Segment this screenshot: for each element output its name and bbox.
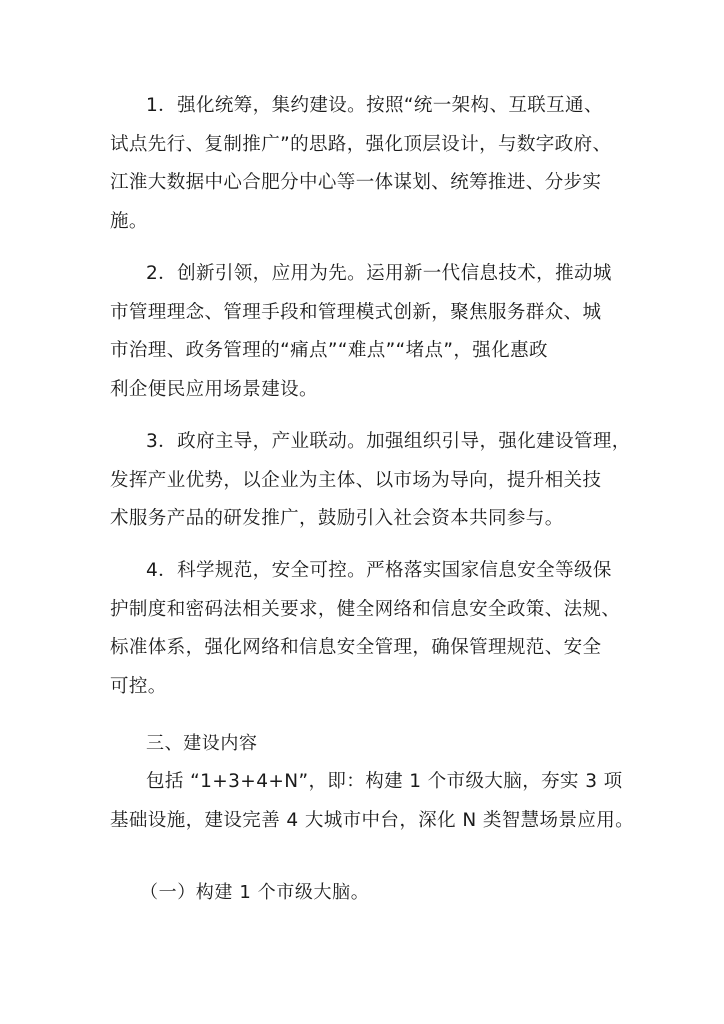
- content-paragraph: [110, 763, 635, 840]
- paragraph-line: 4．科学规范，安全可控。严格落实国家信息安全等级保: [146, 560, 612, 581]
- principle-paragraph-3: [110, 423, 631, 539]
- paragraph-line: 术服务产品的研发推广，鼓励引入社会资本共同参与。: [110, 508, 564, 529]
- paragraph-line: 基础设施，建设完善 4 大城市中台，深化 N 类智慧场景应用。: [110, 809, 635, 831]
- principle-paragraph-2: [110, 255, 620, 409]
- principle-paragraph-4: [110, 552, 620, 706]
- paragraph-line: 3．政府主导，产业联动。加强组织引导，强化建设管理，: [146, 431, 631, 452]
- paragraph-line: 利企便民应用场景建设。: [110, 378, 318, 400]
- paragraph-line: 市治理、政务管理的“痛点”“难点”“堵点”，强化惠政: [110, 340, 548, 361]
- paragraph-line: 1．强化统筹，集约建设。按照“统一架构、互联互通、: [146, 95, 603, 116]
- paragraph-line: 2．创新引领，应用为先。运用新一代信息技术，推动城: [146, 263, 612, 284]
- paragraph-line: 标准体系，强化网络和信息安全管理，确保管理规范、安全: [110, 637, 602, 658]
- paragraph-line: 施。: [110, 210, 148, 232]
- paragraph-line: 市管理理念、管理手段和管理模式创新，聚焦服务群众、城: [110, 301, 602, 323]
- paragraph-line: 发挥产业优势，以企业为主体、以市场为导向，提升相关技: [110, 469, 602, 491]
- paragraph-line: 护制度和密码法相关要求，健全网络和信息安全政策、法规、: [110, 598, 621, 620]
- subsection-heading: （一）构建 1 个市级大脑。: [140, 882, 370, 903]
- section-heading: 三、建设内容: [146, 733, 258, 754]
- paragraph-line: 可控。: [110, 675, 167, 697]
- principle-paragraph-1: [110, 87, 620, 241]
- paragraph-line: 包括 “1+3+4+N”，即：构建 1 个市级大脑，夯实 3 项: [146, 771, 623, 792]
- paragraph-line: 江淮大数据中心合肥分中心等一体谋划、统筹推进、分步实: [110, 172, 602, 193]
- paragraph-line: 试点先行、复制推广”的思路，强化顶层设计，与数字政府、: [110, 133, 612, 155]
